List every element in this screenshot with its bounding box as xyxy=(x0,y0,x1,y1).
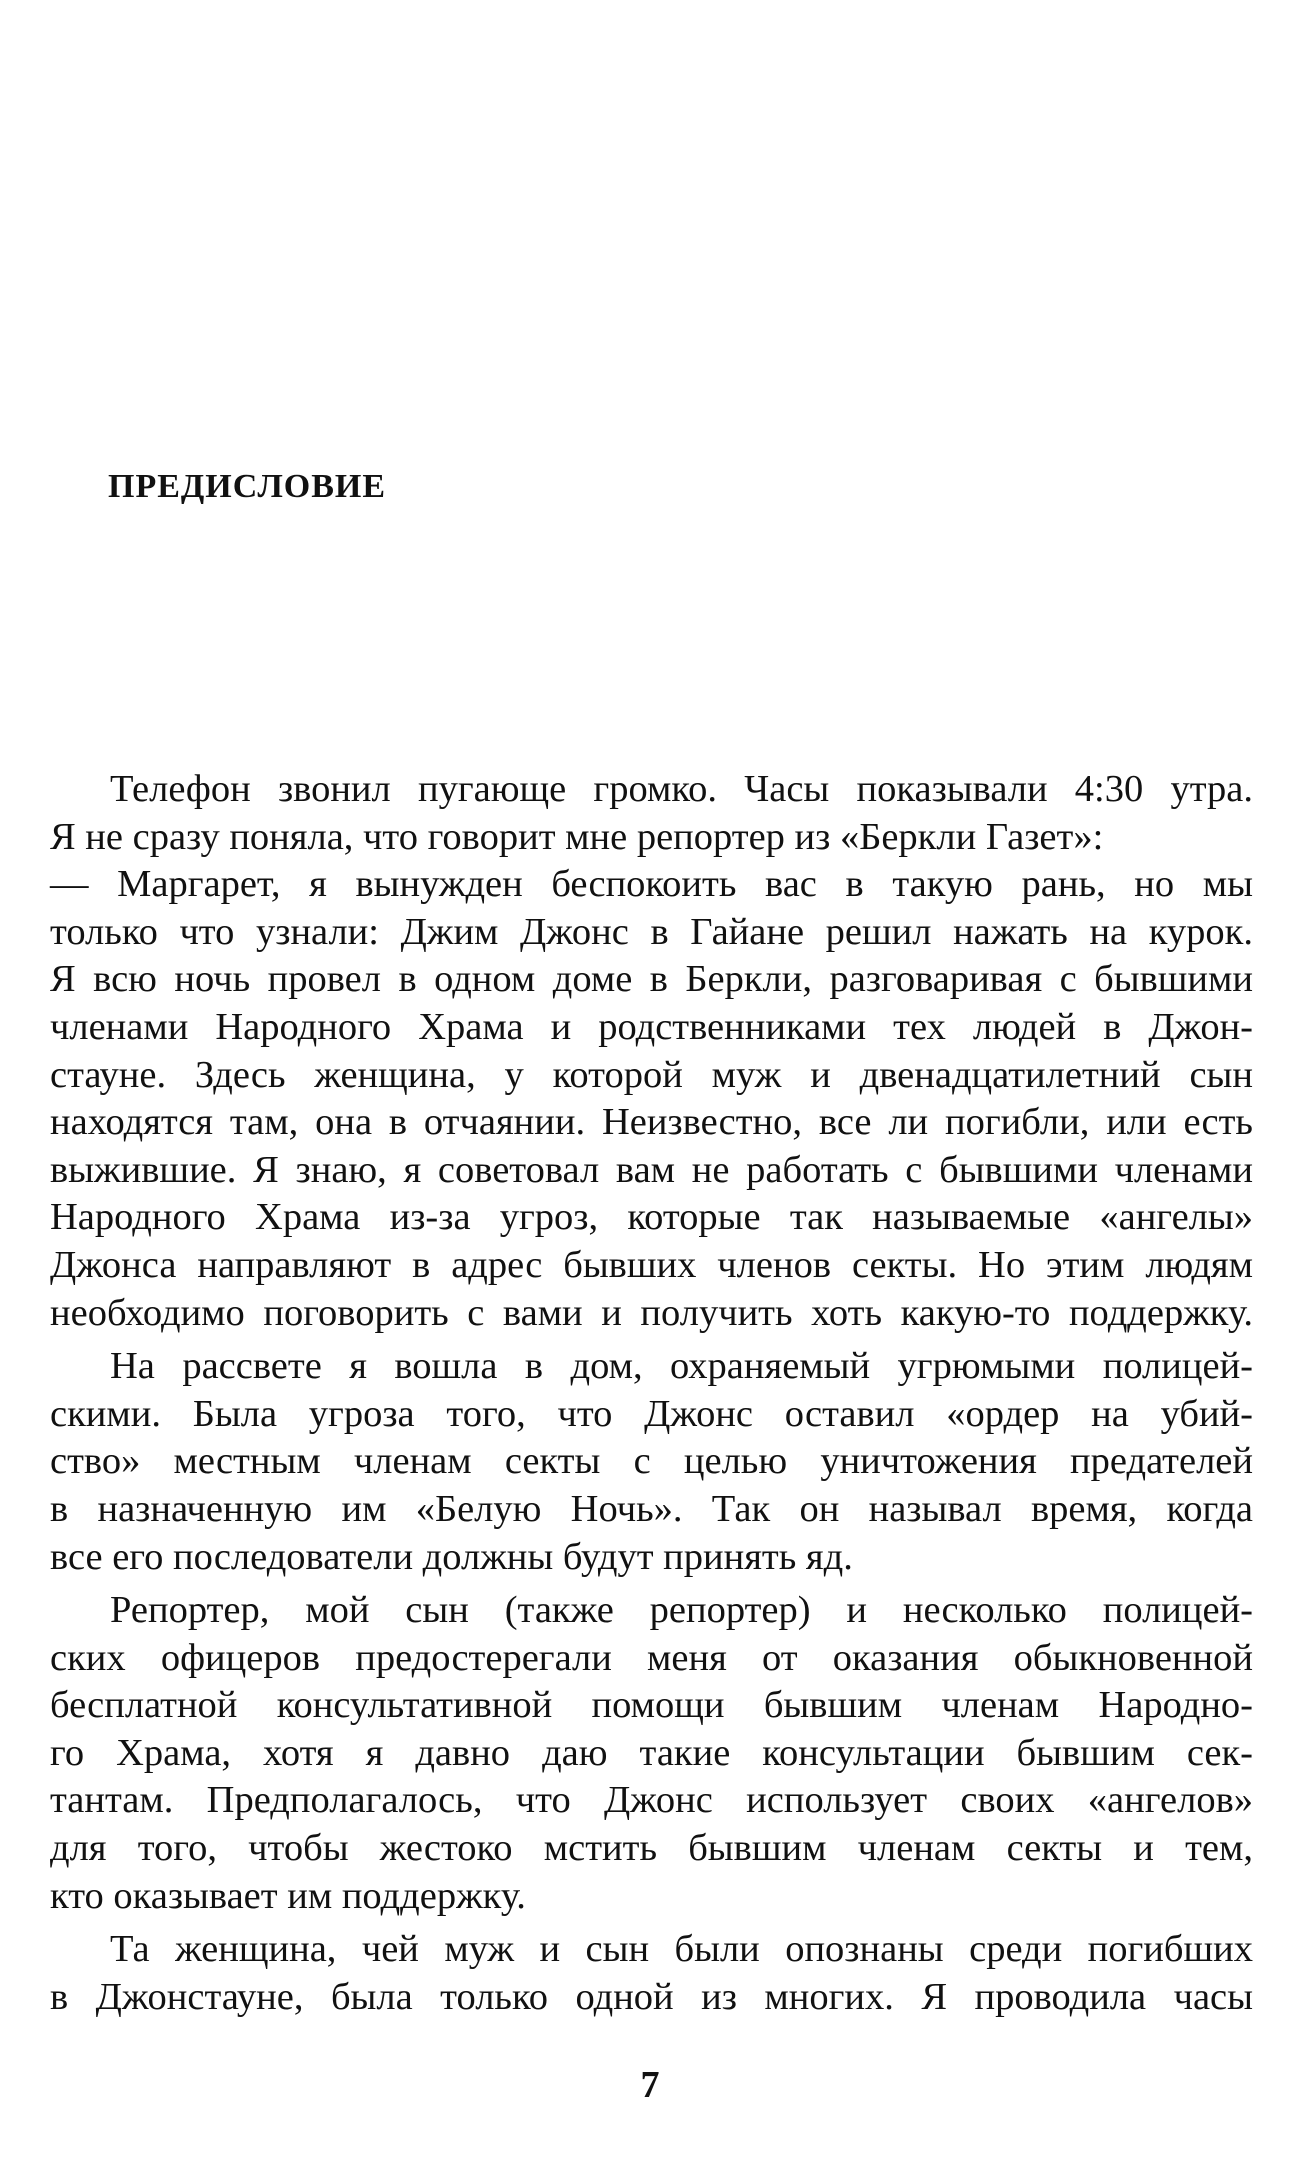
text-line: необходимо поговорить с вами и получить хоть какую-то поддержку. xyxy=(50,1291,1253,1334)
text-line: Народного Храма из-за угроз, которые так называемые «ангелы» xyxy=(50,1196,1253,1239)
paragraph xyxy=(50,1587,1253,1920)
text-line: только что узнали: Джим Джонс в Гайане решил нажать на курок. xyxy=(50,910,1253,953)
text-line: для того, чтобы жестоко мстить бывшим членам секты и тем, xyxy=(50,1827,1253,1870)
text-line: тантам. Предполагалось, что Джонс использует своих «ангелов» xyxy=(50,1779,1253,1822)
paragraph xyxy=(50,1926,1253,2021)
text-line: бесплатной консультативной помощи бывшим членам Народно- xyxy=(50,1684,1253,1727)
chapter-heading: ПРЕДИСЛОВИЕ xyxy=(108,468,387,505)
text-line: скими. Была угроза того, что Джонс оставил «ордер на убий- xyxy=(50,1392,1253,1435)
text-line: находятся там, она в отчаянии. Неизвестно, все ли погибли, или есть xyxy=(50,1101,1253,1144)
paragraph xyxy=(50,1343,1253,1581)
text-line: ство» местным членам секты с целью уничтожения предателей xyxy=(50,1440,1253,1483)
paragraph xyxy=(50,861,1253,1337)
text-line: все его последователи должны будут принять яд. xyxy=(50,1535,853,1578)
text-line: На рассвете я вошла в дом, охраняемый угрюмыми полицей- xyxy=(110,1345,1253,1388)
text-line: Телефон звонил пугающе громко. Часы показывали 4:30 утра. xyxy=(110,768,1253,810)
text-line: Я всю ночь провел в одном доме в Беркли, разговаривая с бывшими xyxy=(50,958,1253,1001)
body-text xyxy=(50,766,1253,2027)
text-line: стауне. Здесь женщина, у которой муж и двенадцатилетний сын xyxy=(50,1053,1253,1096)
text-line: Я не сразу поняла, что говорит мне репортер из «Беркли Газет»: xyxy=(50,815,1104,858)
text-line: членами Народного Храма и родственниками тех людей в Джон- xyxy=(50,1005,1253,1048)
text-line: в Джонстауне, была только одной из многих. Я проводила часы xyxy=(50,1975,1253,2018)
text-line: го Храма, хотя я давно даю такие консультации бывшим сек- xyxy=(50,1731,1253,1774)
text-line: в назначенную им «Белую Ночь». Так он называл время, когда xyxy=(50,1487,1253,1530)
text-line: выжившие. Я знаю, я советовал вам не работать с бывшими членами xyxy=(50,1148,1253,1191)
text-line: кто оказывает им поддержку. xyxy=(50,1874,526,1917)
text-line: Джонса направляют в адрес бывших членов секты. Но этим людям xyxy=(50,1243,1253,1286)
page-number: 7 xyxy=(640,2064,660,2106)
text-line: Репортер, мой сын (также репортер) и несколько полицей- xyxy=(110,1589,1253,1632)
text-line: ских офицеров предостерегали меня от оказания обыкновенной xyxy=(50,1636,1253,1679)
text-line: Та женщина, чей муж и сын были опознаны среди погибших xyxy=(110,1928,1253,1971)
paragraph xyxy=(50,766,1253,861)
text-line: — Маргарет, я вынужден беспокоить вас в такую рань, но мы xyxy=(50,863,1253,906)
